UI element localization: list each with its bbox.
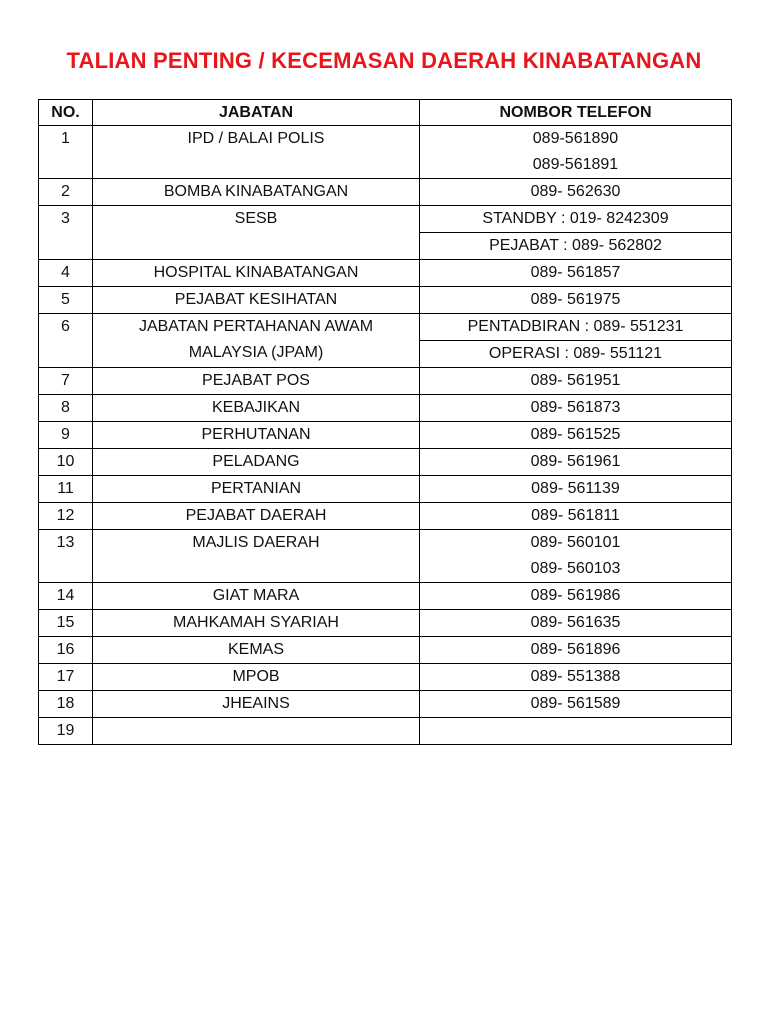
jabatan-line: HOSPITAL KINABATANGAN — [153, 264, 359, 281]
jabatan-line: SESB — [234, 210, 278, 227]
table-row — [39, 637, 732, 664]
row-telefon — [420, 503, 732, 530]
table-row — [39, 368, 732, 395]
row-number: 4 — [39, 260, 93, 287]
row-jabatan — [93, 503, 420, 530]
phone-number: 089- 561975 — [530, 291, 621, 308]
row-telefon — [420, 583, 732, 610]
contacts-table — [38, 99, 732, 745]
row-telefon — [420, 718, 732, 745]
row-number: 19 — [39, 718, 93, 745]
jabatan-line: PERTANIAN — [210, 480, 302, 497]
table-row — [39, 314, 732, 368]
phone-number: 089- 561873 — [530, 399, 621, 416]
phone-number: 089- 561811 — [531, 507, 620, 524]
row-jabatan — [93, 314, 420, 368]
jabatan-line — [93, 718, 419, 744]
phone-number: PENTADBIRAN : 089- 551231 — [467, 318, 684, 335]
phone-number: 089-561890 — [532, 130, 619, 147]
jabatan-line: GIAT MARA — [212, 587, 300, 604]
jabatan-line: MALAYSIA (JPAM) — [188, 344, 324, 361]
row-number: 9 — [39, 422, 93, 449]
jabatan-line: MPOB — [232, 668, 280, 685]
table-row — [39, 126, 732, 179]
row-jabatan — [93, 449, 420, 476]
row-number: 17 — [39, 664, 93, 691]
row-number: 16 — [39, 637, 93, 664]
row-number: 11 — [39, 476, 93, 503]
jabatan-line: KEBAJIKAN — [211, 399, 301, 416]
row-jabatan — [93, 610, 420, 637]
row-number: 15 — [39, 610, 93, 637]
table-row — [39, 449, 732, 476]
row-telefon — [420, 287, 732, 314]
row-jabatan — [93, 422, 420, 449]
phone-number: 089- 560101 — [530, 534, 621, 551]
jabatan-line: PELADANG — [212, 453, 300, 470]
phone-number — [420, 718, 731, 744]
row-number: 18 — [39, 691, 93, 718]
row-telefon — [420, 314, 732, 368]
row-telefon — [420, 368, 732, 395]
row-jabatan — [93, 718, 420, 745]
phone-number: 089- 561951 — [530, 372, 621, 389]
row-telefon — [420, 179, 732, 206]
row-jabatan — [93, 260, 420, 287]
phone-number: 089- 562630 — [530, 183, 621, 200]
table-row — [39, 583, 732, 610]
row-telefon — [420, 206, 732, 260]
phone-number: 089-561891 — [532, 156, 619, 173]
phone-number: 089- 551388 — [530, 668, 621, 685]
row-jabatan — [93, 530, 420, 583]
row-telefon — [420, 422, 732, 449]
table-row — [39, 610, 732, 637]
row-jabatan — [93, 583, 420, 610]
row-number: 14 — [39, 583, 93, 610]
jabatan-line: JHEAINS — [222, 695, 290, 712]
row-number: 5 — [39, 287, 93, 314]
row-jabatan — [93, 206, 420, 260]
phone-number: 089- 561857 — [530, 264, 621, 281]
jabatan-line: PERHUTANAN — [201, 426, 311, 443]
row-jabatan — [93, 637, 420, 664]
jabatan-line: MAJLIS DAERAH — [192, 534, 320, 551]
row-telefon — [420, 260, 732, 287]
row-number: 1 — [39, 126, 93, 179]
row-jabatan — [93, 179, 420, 206]
phone-number: 089- 561139 — [531, 480, 620, 497]
row-number: 10 — [39, 449, 93, 476]
row-jabatan — [93, 126, 420, 179]
table-row — [39, 530, 732, 583]
table-row — [39, 395, 732, 422]
jabatan-line: PEJABAT POS — [202, 372, 310, 389]
phone-number: 089- 561896 — [530, 641, 621, 658]
phone-number: 089- 560103 — [530, 560, 621, 577]
row-number: 8 — [39, 395, 93, 422]
phone-number: 089- 561986 — [530, 587, 621, 604]
header-telefon: NOMBOR TELEFON — [420, 100, 732, 126]
jabatan-line: PEJABAT DAERAH — [185, 507, 327, 524]
row-number: 7 — [39, 368, 93, 395]
jabatan-line: JABATAN PERTAHANAN AWAM — [138, 318, 374, 335]
table-body — [39, 126, 732, 745]
header-jabatan: JABATAN — [93, 100, 420, 126]
phone-number: 089- 561525 — [530, 426, 621, 443]
row-telefon — [420, 476, 732, 503]
phone-number: 089- 561589 — [530, 695, 621, 712]
row-telefon — [420, 395, 732, 422]
phone-number: STANDBY : 019- 8242309 — [482, 210, 669, 227]
row-telefon — [420, 530, 732, 583]
jabatan-line: MAHKAMAH SYARIAH — [173, 614, 339, 631]
header-no: NO. — [39, 100, 93, 126]
table-row — [39, 260, 732, 287]
table-header-row — [39, 100, 732, 126]
row-telefon — [420, 449, 732, 476]
jabatan-line: IPD / BALAI POLIS — [187, 130, 325, 147]
row-telefon — [420, 664, 732, 691]
phone-number: OPERASI : 089- 551121 — [420, 340, 731, 367]
jabatan-line: KEMAS — [227, 641, 284, 658]
row-number: 6 — [39, 314, 93, 368]
row-number: 12 — [39, 503, 93, 530]
row-telefon — [420, 126, 732, 179]
table-row — [39, 691, 732, 718]
table-row — [39, 476, 732, 503]
phone-number: 089- 561961 — [530, 453, 621, 470]
row-jabatan — [93, 691, 420, 718]
jabatan-line: PEJABAT KESIHATAN — [174, 291, 338, 308]
table-row — [39, 206, 732, 260]
row-number: 13 — [39, 530, 93, 583]
row-telefon — [420, 610, 732, 637]
jabatan-line: BOMBA KINABATANGAN — [163, 183, 349, 200]
table-row — [39, 718, 732, 745]
phone-number: PEJABAT : 089- 562802 — [420, 232, 731, 259]
row-number: 3 — [39, 206, 93, 260]
row-number: 2 — [39, 179, 93, 206]
row-jabatan — [93, 287, 420, 314]
row-telefon — [420, 691, 732, 718]
page-title: TALIAN PENTING / KECEMASAN DAERAH KINABATANGAN — [66, 48, 702, 73]
table-row — [39, 664, 732, 691]
table-row — [39, 422, 732, 449]
table-row — [39, 287, 732, 314]
table-row — [39, 179, 732, 206]
phone-number: 089- 561635 — [530, 614, 621, 631]
table-row — [39, 503, 732, 530]
row-jabatan — [93, 664, 420, 691]
row-jabatan — [93, 368, 420, 395]
row-telefon — [420, 637, 732, 664]
row-jabatan — [93, 476, 420, 503]
row-jabatan — [93, 395, 420, 422]
